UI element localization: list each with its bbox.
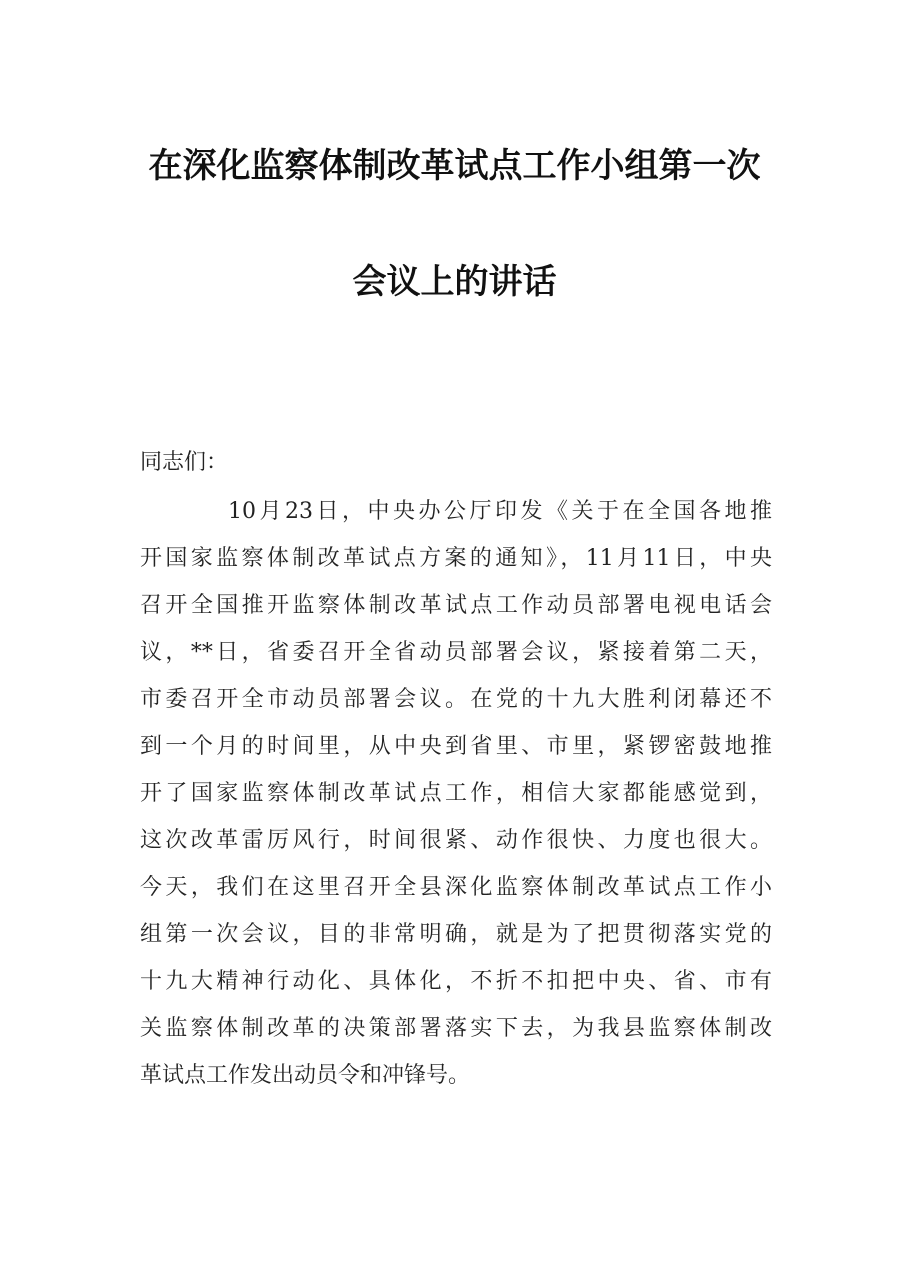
paragraph-line: 议，**日，省委召开全省动员部署会议，紧接着第二天， — [140, 640, 772, 665]
paragraph-line: 市委召开全市动员部署会议。在党的十九大胜利闭幕还不 — [140, 687, 772, 712]
paragraph-line: 这次改革雷厉风行，时间很紧、动作很快、力度也很大。 — [140, 828, 772, 853]
paragraph-line: 开国家监察体制改革试点方案的通知》，11月11日，中央 — [140, 546, 772, 571]
paragraph-line: 召开全国推开监察体制改革试点工作动员部署电视电话会 — [140, 593, 772, 618]
paragraph-line: 开了国家监察体制改革试点工作，相信大家都能感觉到， — [140, 781, 772, 806]
paragraph-line: 十九大精神行动化、具体化，不折不扣把中央、省、市有 — [140, 969, 772, 994]
paragraph-line: 今天，我们在这里召开全县深化监察体制改革试点工作小 — [140, 875, 772, 900]
document-title-line-2: 会议上的讲话 — [352, 262, 557, 302]
paragraph-line: 关监察体制改革的决策部署落实下去，为我县监察体制改 — [140, 1016, 772, 1041]
paragraph-line: 组第一次会议，目的非常明确，就是为了把贯彻落实党的 — [140, 922, 772, 947]
paragraph-line: 到一个月的时间里，从中央到省里、市里，紧锣密鼓地推 — [140, 734, 772, 759]
paragraph-line: 10月23日，中央办公厅印发《关于在全国各地推 — [228, 499, 772, 524]
body-paragraph — [140, 488, 772, 1099]
document-title-line-1: 在深化监察体制改革试点工作小组第一次 — [148, 146, 761, 186]
paragraph-line: 革试点工作发出动员令和冲锋号。 — [140, 1063, 471, 1088]
salutation: 同志们： — [140, 450, 229, 475]
